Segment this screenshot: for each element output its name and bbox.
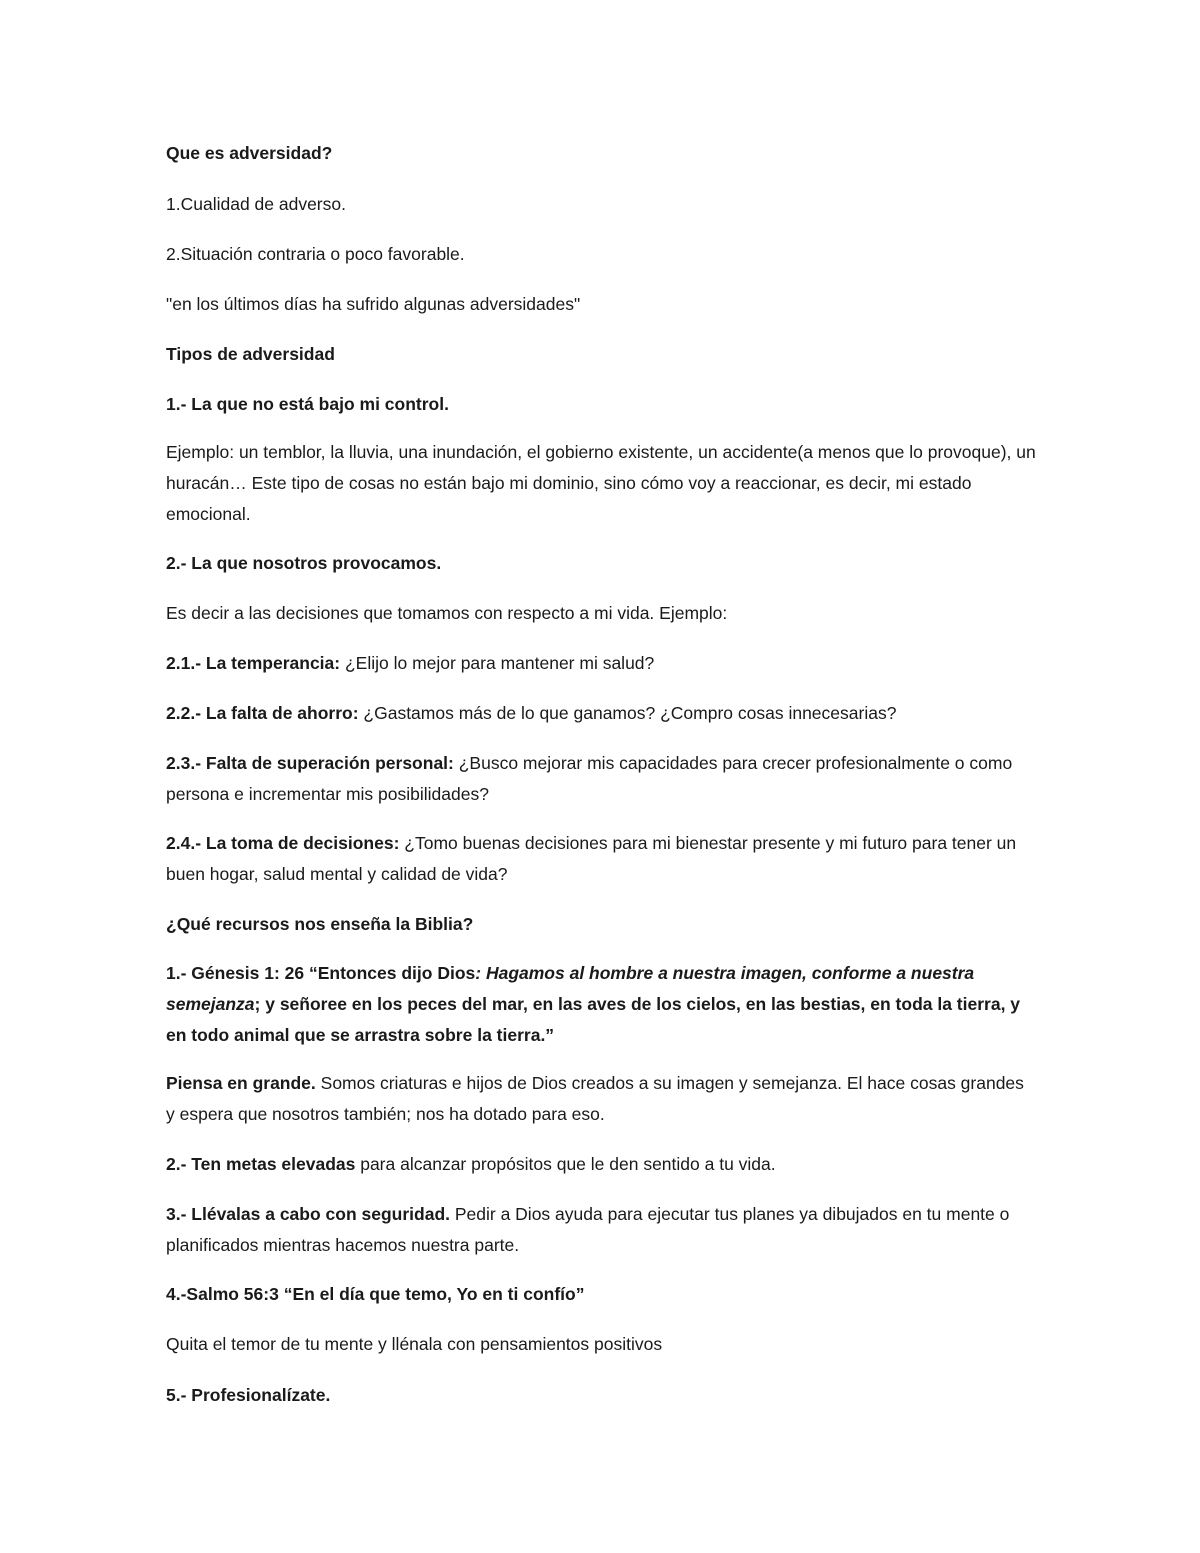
resource-4-salmo: 4.-Salmo 56:3 “En el día que temo, Yo en ti confío”	[166, 1284, 585, 1304]
resource-2-text: para alcanzar propósitos que le den sentido a tu vida.	[355, 1154, 776, 1174]
piensa-en-grande-label: Piensa en grande.	[166, 1073, 316, 1093]
type-2-heading: 2.- La que nosotros provocamos.	[166, 553, 442, 573]
resource-4-text: Quita el temor de tu mente y llénala con pensamientos positivos	[166, 1334, 663, 1354]
piensa-en-grande	[166, 1068, 1036, 1130]
resource-3	[166, 1199, 1036, 1261]
item-2-3	[166, 748, 1036, 810]
genesis-italic-quote: : Hagamos al hombre a nuestra imagen, conforme a nuestra semejanza	[166, 963, 975, 1014]
heading-tipos-de-adversidad: Tipos de adversidad	[166, 344, 335, 364]
type-1-example: Ejemplo: un temblor, la lluvia, una inundación, el gobierno existente, un accidente(a menos que lo provoque), un huracán… Este tipo de cosas no están bajo mi dominio, sino cómo voy a reaccionar, es decir, mi estado emocional.	[166, 442, 1036, 524]
example-quote: "en los últimos días ha sufrido algunas adversidades"	[166, 294, 581, 314]
heading-que-es-adversidad: Que es adversidad?	[166, 143, 333, 163]
item-2-1	[166, 648, 1036, 679]
heading-recursos-biblia: ¿Qué recursos nos enseña la Biblia?	[166, 914, 474, 934]
type-2-description: Es decir a las decisiones que tomamos con respecto a mi vida. Ejemplo:	[166, 603, 728, 623]
resource-2-label: 2.- Ten metas elevadas	[166, 1154, 356, 1174]
resource-3-label: 3.- Llévalas a cabo con seguridad.	[166, 1204, 450, 1224]
definition-1: 1.Cualidad de adverso.	[166, 194, 346, 214]
item-2-4-label: 2.4.- La toma de decisiones:	[166, 833, 400, 853]
resource-3-text: Pedir a Dios ayuda para ejecutar tus planes ya dibujados en tu mente o planificados mientras hacemos nuestra parte.	[166, 1204, 1010, 1255]
resource-2	[166, 1149, 1036, 1180]
item-2-2-label: 2.2.- La falta de ahorro:	[166, 703, 359, 723]
item-2-4-text: ¿Tomo buenas decisiones para mi bienestar presente y mi futuro para tener un buen hogar, salud mental y calidad de vida?	[166, 833, 1017, 884]
type-1-heading: 1.- La que no está bajo mi control.	[166, 394, 449, 414]
item-2-3-text: ¿Busco mejorar mis capacidades para crecer profesionalmente o como persona e incrementar mis posibilidades?	[166, 753, 1013, 804]
genesis-citation: 1.- Génesis 1: 26 “Entonces dijo Dios	[166, 963, 476, 983]
definition-2: 2.Situación contraria o poco favorable.	[166, 244, 465, 264]
piensa-en-grande-text: Somos criaturas e hijos de Dios creados a su imagen y semejanza. El hace cosas grandes y espera que nosotros también; nos ha dotado para eso.	[166, 1073, 1024, 1124]
item-2-3-label: 2.3.- Falta de superación personal:	[166, 753, 454, 773]
item-2-4	[166, 828, 1036, 890]
genesis-quote-rest: ; y señoree en los peces del mar, en las aves de los cielos, en las bestias, en toda la tierra, y en todo animal que se arrastra sobre la tierra.”	[166, 994, 1021, 1045]
item-2-2-text: ¿Gastamos más de lo que ganamos? ¿Compro cosas innecesarias?	[358, 703, 897, 723]
item-2-1-label: 2.1.- La temperancia:	[166, 653, 341, 673]
resource-5: 5.- Profesionalízate.	[166, 1385, 331, 1405]
resource-1-genesis	[166, 958, 1036, 1051]
item-2-2	[166, 698, 1036, 729]
item-2-1-text: ¿Elijo lo mejor para mantener mi salud?	[340, 653, 655, 673]
